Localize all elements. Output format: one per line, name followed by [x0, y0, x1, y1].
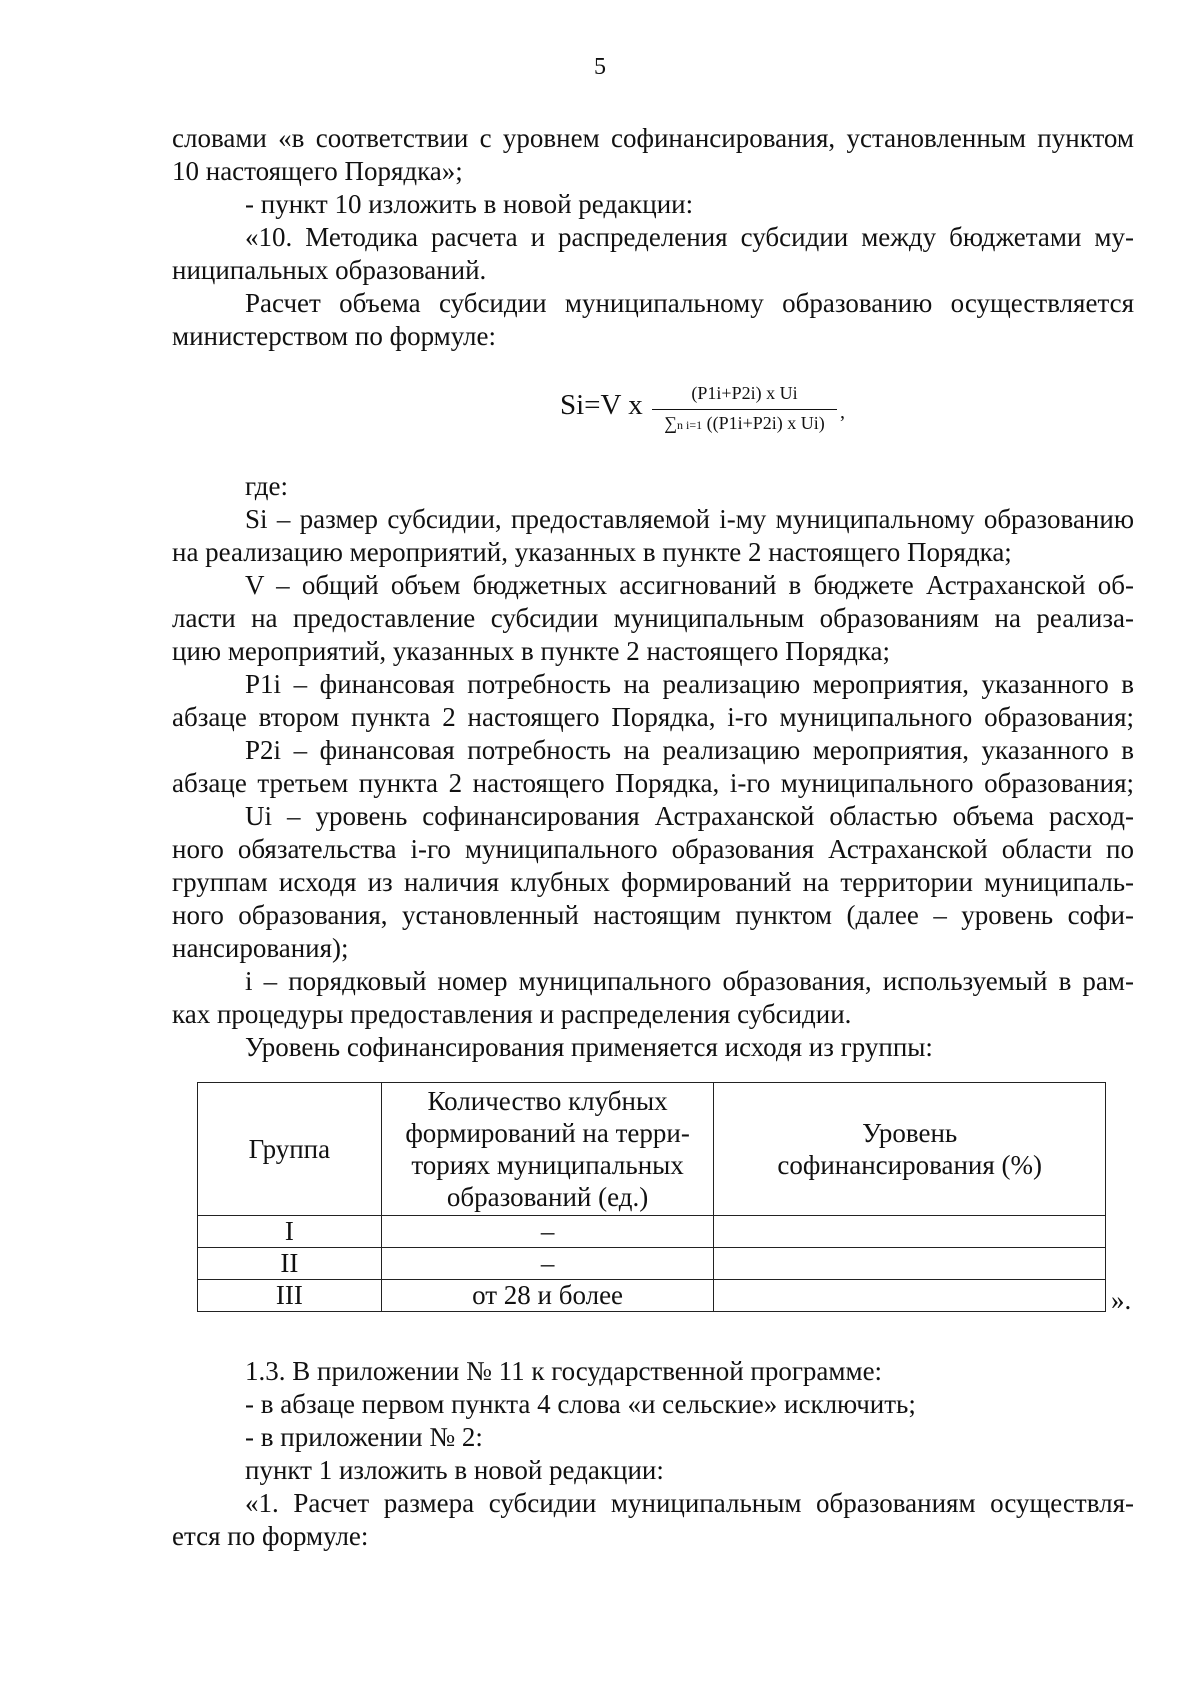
definition-line: P1i – финансовая потребность на реализацию мероприятия, указанного в [245, 669, 1134, 699]
definition-line: i – порядковый номер муниципального образования, используемый в рам- [245, 966, 1134, 996]
paragraph-line: - в абзаце первом пункта 4 слова «и сельские» исключить; [245, 1389, 916, 1419]
definition-line: ного обязательства i-го муниципального образования Астраханской области по [172, 834, 1134, 864]
definition-line: ласти на предоставление субсидии муниципальным образованиям на реализа- [172, 603, 1134, 633]
header-line: ториях муниципальных [411, 1150, 684, 1180]
paragraph-line: словами «в соответствии с уровнем софинансирования, установленным пунктом [172, 123, 1134, 153]
cell-level [714, 1248, 1106, 1280]
definition-line: абзаце третьем пункта 2 настоящего Порядка, i-го муниципального образования; [172, 768, 1134, 798]
definition-line: V – общий объем бюджетных ассигнований в бюджете Астраханской об- [245, 570, 1134, 600]
header-cell-group: Группа [198, 1083, 382, 1216]
paragraph-line: пункт 1 изложить в новой редакции: [245, 1455, 664, 1485]
header-line: софинансирования (%) [777, 1150, 1043, 1180]
definition-line: цию мероприятий, указанных в пункте 2 настоящего Порядка; [172, 636, 891, 666]
header-line: Уровень [862, 1118, 958, 1148]
table-header-row [198, 1083, 1106, 1216]
definition-line: ного образования, установленный настоящим пунктом (далее – уровень софи- [172, 900, 1134, 930]
section-heading: 1.3. В приложении № 11 к государственной программе: [245, 1356, 883, 1386]
cell-count: от 28 и более [381, 1280, 714, 1312]
definition-line: группам исходя из наличия клубных формирований на территории муниципаль- [172, 867, 1134, 897]
formula-numerator: (P1i+P2i) x Ui [691, 383, 798, 403]
table-row [198, 1216, 1106, 1248]
paragraph-line: «10. Методика расчета и распределения субсидии между бюджетами му- [245, 222, 1134, 252]
cell-count: – [381, 1216, 714, 1248]
definition-line: на реализацию мероприятий, указанных в пункте 2 настоящего Порядка; [172, 537, 1012, 567]
fraction-bar [652, 409, 837, 410]
paragraph-line: Расчет объема субсидии муниципальному образованию осуществляется [245, 288, 1134, 318]
paragraph-line: «1. Расчет размера субсидии муниципальным образованиям осуществля- [245, 1488, 1134, 1518]
header-cell-count [381, 1083, 714, 1216]
page-number: 5 [594, 54, 606, 80]
definition-line: нансирования); [172, 933, 349, 963]
paragraph-line: - пункт 10 изложить в новой редакции: [245, 189, 694, 219]
definition-line: P2i – финансовая потребность на реализацию мероприятия, указанного в [245, 735, 1134, 765]
table-row [198, 1280, 1106, 1312]
where-label: где: [245, 471, 288, 501]
sum-symbol: ∑ [664, 413, 678, 433]
cell-level [714, 1216, 1106, 1248]
definition-line: ках процедуры предоставления и распределения субсидии. [172, 999, 852, 1029]
cell-group: II [198, 1248, 382, 1280]
cell-group: I [198, 1216, 382, 1248]
definition-line: абзаце втором пункта 2 настоящего Порядка, i-го муниципального образования; [172, 702, 1134, 732]
formula-comma: , [840, 401, 845, 423]
definition-line: Si – размер субсидии, предоставляемой i-му муниципальному образованию [245, 504, 1134, 534]
paragraph-line: - в приложении № 2: [245, 1422, 483, 1452]
formula-lhs: Si=V x [560, 389, 643, 421]
sum-limits: n i=1 [677, 418, 703, 432]
denominator-body: ((P1i+P2i) x Ui) [706, 413, 825, 433]
paragraph-line: 10 настоящего Порядка»; [172, 156, 463, 186]
definition-line: Ui – уровень софинансирования Астраханской областью объема расход- [245, 801, 1134, 831]
cell-group: III [198, 1280, 382, 1312]
table-row [198, 1248, 1106, 1280]
cofinancing-table [197, 1082, 1106, 1312]
formula-denominator [652, 413, 837, 434]
header-line: образований (ед.) [446, 1182, 649, 1212]
closing-quote: ». [1111, 1285, 1132, 1315]
paragraph-line: министерством по формуле: [172, 321, 497, 351]
paragraph-line: ется по формуле: [172, 1521, 369, 1551]
header-line: формирований на терри- [405, 1118, 690, 1148]
paragraph-line: ниципальных образований. [172, 255, 487, 285]
cell-level [714, 1280, 1106, 1312]
paragraph-line: Уровень софинансирования применяется исходя из группы: [245, 1032, 933, 1062]
cell-count: – [381, 1248, 714, 1280]
header-line: Количество клубных [427, 1086, 668, 1116]
header-cell-level [714, 1083, 1106, 1216]
